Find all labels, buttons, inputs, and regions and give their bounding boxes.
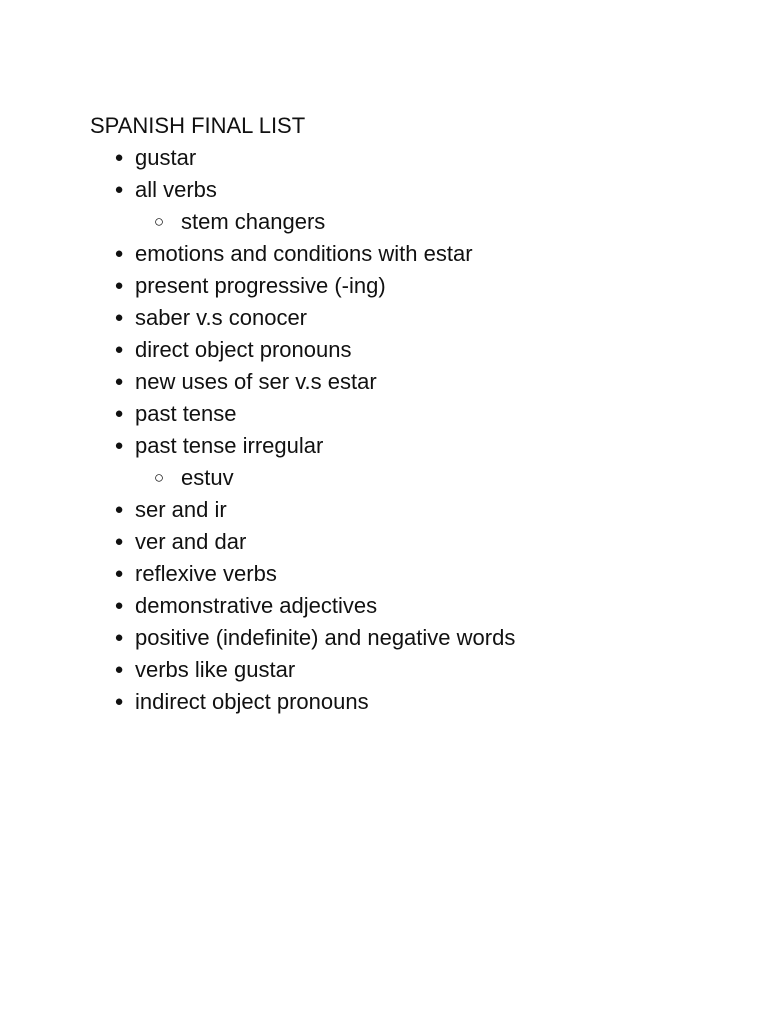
filled-bullet-icon: ● (114, 661, 124, 678)
list-item-text: direct object pronouns (135, 337, 352, 362)
topic-list (90, 142, 730, 718)
filled-bullet-icon: ● (114, 533, 124, 550)
list-item-text: reflexive verbs (135, 561, 277, 586)
sub-list-item (90, 206, 730, 238)
hollow-bullet-icon: ○ (153, 212, 165, 231)
list-item (90, 526, 730, 558)
filled-bullet-icon: ● (114, 597, 124, 614)
document-title: SPANISH FINAL LIST (90, 113, 306, 138)
list-item (90, 302, 730, 334)
list-item-text: past tense irregular (135, 433, 324, 458)
list-item (90, 558, 730, 590)
list-item-text: gustar (135, 145, 197, 170)
list-item (90, 238, 730, 270)
filled-bullet-icon: ● (114, 181, 124, 198)
list-item-text: saber v.s conocer (135, 305, 308, 330)
list-item-text: verbs like gustar (135, 657, 296, 682)
list-item (90, 654, 730, 686)
filled-bullet-icon: ● (114, 309, 124, 326)
list-item-text: past tense (135, 401, 237, 426)
list-item-text: demonstrative adjectives (135, 593, 378, 618)
list-item (90, 398, 730, 430)
filled-bullet-icon: ● (114, 501, 124, 518)
list-item-text: emotions and conditions with estar (135, 241, 473, 266)
filled-bullet-icon: ● (114, 629, 124, 646)
list-item-text: stem changers (181, 209, 326, 234)
list-item-text: positive (indefinite) and negative words (135, 625, 516, 650)
list-item-text: present progressive (-ing) (135, 273, 386, 298)
list-item (90, 270, 730, 302)
list-item (90, 590, 730, 622)
filled-bullet-icon: ● (114, 693, 124, 710)
filled-bullet-icon: ● (114, 373, 124, 390)
list-item (90, 142, 730, 174)
list-item (90, 174, 730, 206)
list-item-text: estuv (181, 465, 234, 490)
filled-bullet-icon: ● (114, 245, 124, 262)
list-item-text: all verbs (135, 177, 217, 202)
list-item (90, 334, 730, 366)
list-item (90, 494, 730, 526)
list-item (90, 622, 730, 654)
filled-bullet-icon: ● (114, 405, 124, 422)
list-item (90, 686, 730, 718)
list-item-text: ser and ir (135, 497, 227, 522)
filled-bullet-icon: ● (114, 149, 124, 166)
document-body (90, 110, 730, 718)
list-item-text: new uses of ser v.s estar (135, 369, 377, 394)
list-item (90, 366, 730, 398)
filled-bullet-icon: ● (114, 277, 124, 294)
list-item (90, 430, 730, 462)
hollow-bullet-icon: ○ (153, 468, 165, 487)
filled-bullet-icon: ● (114, 565, 124, 582)
filled-bullet-icon: ● (114, 341, 124, 358)
list-item-text: indirect object pronouns (135, 689, 369, 714)
filled-bullet-icon: ● (114, 437, 124, 454)
sub-list-item (90, 462, 730, 494)
list-item-text: ver and dar (135, 529, 247, 554)
